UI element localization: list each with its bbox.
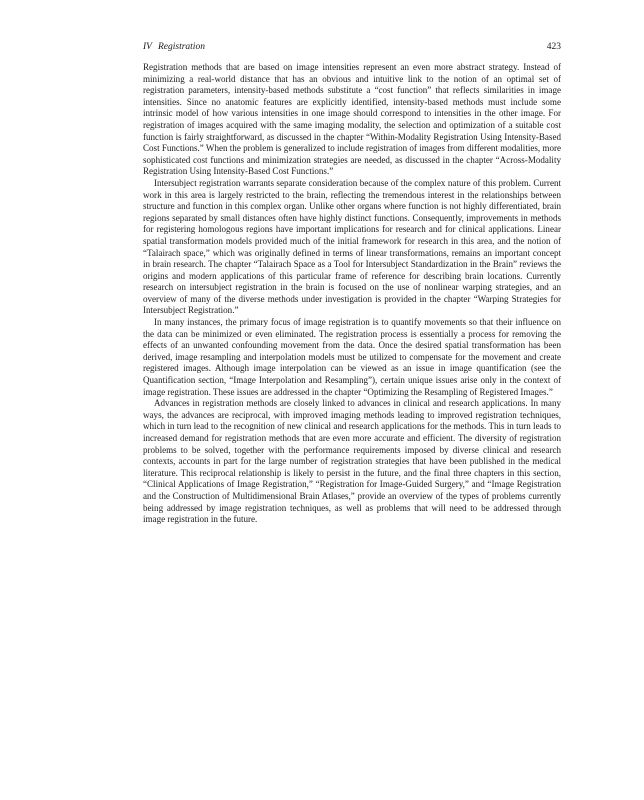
section-title: Registration — [157, 42, 205, 52]
part-number: IV — [143, 42, 152, 52]
page-number: 423 — [546, 42, 561, 52]
running-head — [143, 40, 561, 54]
paragraph: In many instances, the primary focus of image registration is to quantify movements so that their influence on the data can be minimized or even eliminated. The registration process is essentially a process for removing the effects of an unwanted confounding movement from the data. Once the desired spatial transformation has been derived, image resampling and interpolation models must be utilized to compensate for the movement and create registered images. Although image interpolation can be viewed as an issue in image quantification (see the Quantification section, “Image Interpolation and Resampling”), certain unique issues arise only in the context of image registration. These issues are addressed in the chapter “Optimizing the Resampling of Registered Images.” — [143, 317, 561, 397]
paragraph: Advances in registration methods are closely linked to advances in clinical and research applications. In many ways, the advances are reciprocal, with improved imaging methods leading to improved registration techniques, which in turn lead to the recognition of new clinical and research applications for the methods. This in turn leads to increased demand for registration methods that are even more accurate and efficient. The diversity of registration problems to be solved, together with the performance requirements imposed by diverse clinical and research contexts, accounts in part for the large number of registration strategies that have been published in the medical literature. This reciprocal relationship is likely to persist in the future, and the final three chapters in this section, “Clinical Applications of Image Registration,” “Registration for Image-Guided Surgery,” and “Image Registration and the Construction of Multidimensional Brain Atlases,” provide an overview of the types of problems currently being addressed by image registration techniques, as well as problems that will need to be addressed through image registration in the future. — [143, 398, 561, 525]
body-text — [143, 62, 561, 526]
paragraph: Intersubject registration warrants separate consideration because of the complex nature of this problem. Current work in this area is largely restricted to the brain, reflecting the tremendous interest in the relationships between structure and function in this complex organ. Unlike other organs where function is not highly differentiated, brain regions separated by small distances often have highly distinct functions. Consequently, improvements in methods for registering homologous regions have important implications for research and for clinical applications. Linear spatial transformation models provided much of the initial framework for research in this area, and the notion of “Talairach space,” which was originally defined in terms of linear transformations, remains an important concept in brain research. The chapter “Talairach Space as a Tool for Intersubject Standardization in the Brain” reviews the origins and modern applications of this particular frame of reference for describing brain locations. Currently research on intersubject registration in the brain is focused on the use of nonlinear warping strategies, and an overview of many of the diverse methods under investigation is provided in the chapter “Warping Strategies for Intersubject Registration.” — [143, 177, 561, 316]
running-head-left — [143, 40, 205, 54]
paragraph: Registration methods that are based on image intensities represent an even more abstract strategy. Instead of minimizing a real-world distance that has an obvious and intuitive link to the notion of an optimal set of registration parameters, intensity-based methods substitute a “cost function” that reflects similarities in image intensities. Since no anatomic features are explicitly identified, intensity-based methods must include some intrinsic model of how various intensities in one image should correspond to intensities in the other image. For registration of images acquired with the same imaging modality, the selection and optimization of a suitable cost function is fairly straightforward, as discussed in the chapter “Within-Modality Registration Using Intensity-Based Cost Functions.” When the problem is generalized to include registration of images from different modalities, more sophisticated cost functions and minimization strategies are needed, as discussed in the chapter “Across-Modality Registration Using Intensity-Based Cost Functions.” — [143, 62, 561, 177]
